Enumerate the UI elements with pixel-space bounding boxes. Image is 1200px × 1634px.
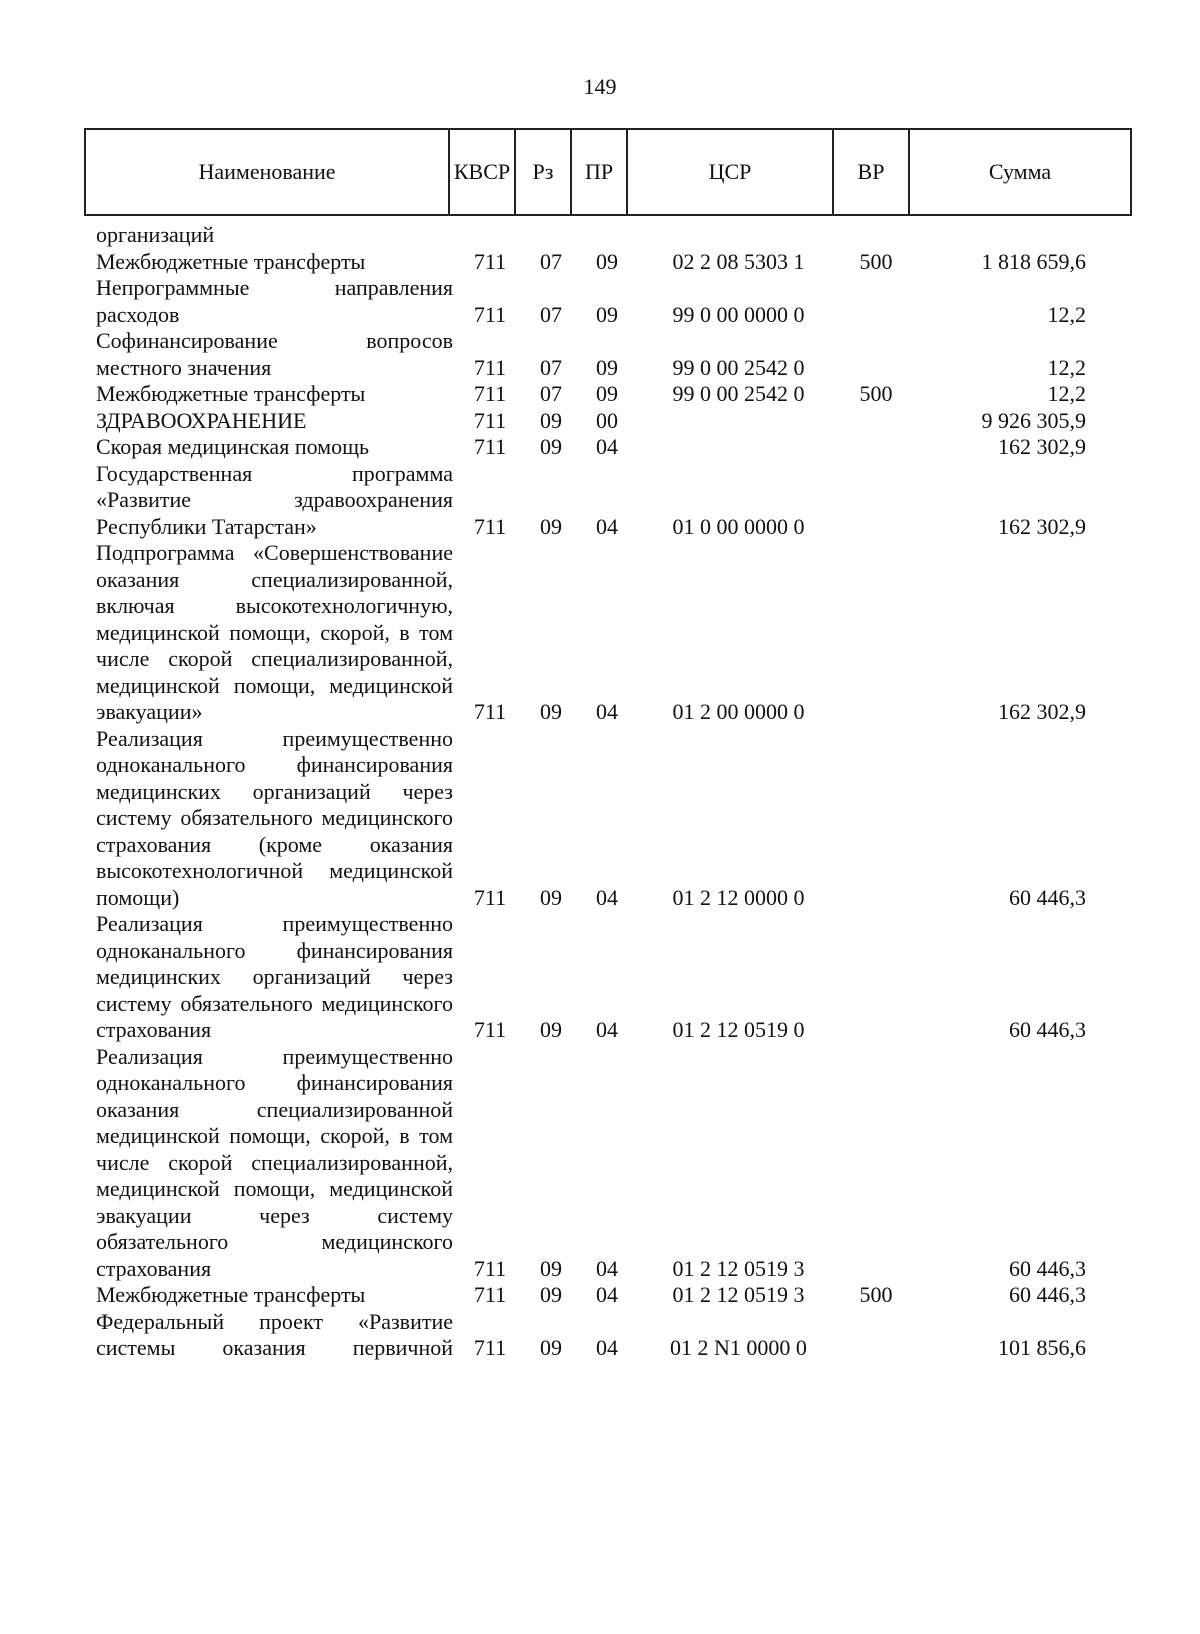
row-csr: 01 2 12 0519 0 (672, 1017, 805, 1042)
row-pr: 09 (596, 301, 618, 327)
row-rz: 09 (540, 513, 562, 539)
row-kvsr: 711 (473, 301, 507, 327)
row-pr: 09 (596, 248, 618, 274)
row-csr: 99 0 00 0000 0 (672, 301, 805, 327)
row-name: Скорая медицинская помощь (96, 434, 370, 459)
row-name: Софинансирование вопросов местного значения (96, 328, 453, 380)
page-number: 149 (583, 74, 617, 99)
row-rz: 09 (540, 1017, 562, 1042)
row-name: Непрограммные направления расходов (96, 275, 453, 327)
row-kvsr: 711 (473, 434, 507, 459)
row-name: организаций (96, 222, 215, 247)
row-pr: 04 (596, 1335, 618, 1360)
table-row (96, 434, 1130, 461)
row-rz: 07 (540, 248, 562, 274)
row-kvsr: 711 (473, 1255, 507, 1281)
row-pr: 00 (596, 407, 618, 433)
row-pr: 04 (596, 1017, 618, 1042)
row-csr: 99 0 00 2542 0 (672, 354, 805, 380)
row-kvsr: 711 (473, 248, 507, 274)
row-name: Межбюджетные трансферты (96, 1282, 366, 1307)
row-csr: 99 0 00 2542 0 (672, 381, 805, 406)
row-rz: 07 (540, 354, 562, 380)
row-pr: 04 (596, 434, 618, 459)
table-row (96, 540, 1130, 726)
table-row (96, 1309, 1130, 1362)
header-sum: Сумма (909, 129, 1131, 215)
row-name: Государственная программа «Развитие здравоохранения Республики Татарстан» (96, 460, 453, 539)
table-header (84, 128, 1132, 216)
row-rz: 07 (540, 301, 562, 327)
table-row (96, 275, 1130, 328)
row-sum: 162 302,9 (998, 513, 1086, 539)
row-rz: 09 (540, 884, 562, 910)
row-kvsr: 711 (473, 381, 507, 406)
row-csr: 01 2 12 0519 3 (672, 1282, 805, 1307)
row-kvsr: 711 (473, 354, 507, 380)
table-row (96, 461, 1130, 541)
row-rz: 07 (540, 381, 562, 406)
row-kvsr: 711 (473, 699, 507, 724)
row-rz: 09 (540, 1255, 562, 1281)
table-body (96, 222, 1130, 1362)
table-row (96, 408, 1130, 435)
row-rz: 09 (540, 434, 562, 459)
header-vr: ВР (833, 129, 909, 215)
row-csr: 01 2 00 0000 0 (672, 699, 805, 724)
table-row (96, 1044, 1130, 1283)
row-rz: 09 (540, 1335, 562, 1360)
row-sum: 12,2 (1047, 301, 1086, 327)
row-name: Подпрограмма «Совершенствование оказания специализированной, включая высокотехнологичную, медицинской помощи, скорой, в том числе скорой специализированной, медицинской помощи, медицинской эвакуации» (96, 540, 453, 724)
row-vr: 500 (859, 248, 893, 274)
row-sum: 1 818 659,6 (981, 248, 1086, 274)
table-row (96, 328, 1130, 381)
row-csr: 02 2 08 5303 1 (672, 248, 805, 274)
header-name: Наименование (85, 129, 449, 215)
row-pr: 04 (596, 513, 618, 539)
row-pr: 04 (596, 884, 618, 910)
row-pr: 09 (596, 354, 618, 380)
table-row (96, 911, 1130, 1044)
row-csr: 01 2 12 0519 3 (672, 1255, 805, 1281)
row-sum: 60 446,3 (1009, 1017, 1086, 1042)
row-sum: 162 302,9 (998, 434, 1086, 459)
row-vr: 500 (859, 381, 893, 406)
row-kvsr: 711 (473, 1282, 507, 1307)
row-pr: 09 (596, 381, 618, 406)
row-csr: 01 2 12 0000 0 (672, 884, 805, 910)
header-rz: Рз (515, 129, 571, 215)
table-row (96, 381, 1130, 408)
row-name: Реализация преимущественно одноканального финансирования оказания специализированной медицинской помощи, скорой, в том числе скорой специализированной, медицинской помощи, медицинской эвакуации через систему обязательного медицинского страхования (96, 1043, 453, 1281)
row-sum: 60 446,3 (1009, 1282, 1086, 1307)
row-sum: 9 926 305,9 (981, 407, 1086, 433)
header-csr: ЦСР (627, 129, 833, 215)
row-sum: 101 856,6 (998, 1335, 1086, 1360)
row-vr: 500 (859, 1282, 893, 1307)
row-name: Реализация преимущественно одноканального финансирования медицинских организаций через систему обязательного медицинского страхования (96, 911, 453, 1042)
header-pr: ПР (571, 129, 627, 215)
row-kvsr: 711 (473, 1017, 507, 1042)
row-name: ЗДРАВООХРАНЕНИЕ (96, 407, 307, 433)
row-sum: 12,2 (1047, 354, 1086, 380)
row-kvsr: 711 (473, 513, 507, 539)
row-kvsr: 711 (473, 407, 507, 433)
table-row (96, 1282, 1130, 1309)
table-row (96, 222, 1130, 249)
row-pr: 04 (596, 1255, 618, 1281)
row-sum: 12,2 (1047, 381, 1086, 406)
row-name: Федеральный проект «Развитие системы оказания первичной (96, 1308, 453, 1360)
row-name: Реализация преимущественно одноканального финансирования медицинских организаций через систему обязательного медицинского страхования (кроме оказания высокотехнологичной медицинской помощи) (96, 725, 453, 910)
row-sum: 60 446,3 (1009, 884, 1086, 910)
row-kvsr: 711 (473, 884, 507, 910)
row-pr: 04 (596, 699, 618, 724)
row-csr: 01 0 00 0000 0 (672, 513, 805, 539)
row-kvsr: 711 (473, 1335, 507, 1360)
row-rz: 09 (540, 1282, 562, 1307)
table-row (96, 249, 1130, 276)
header-kvsr: КВСР (449, 129, 515, 215)
row-name: Межбюджетные трансферты (96, 381, 366, 406)
row-sum: 162 302,9 (998, 699, 1086, 724)
row-csr: 01 2 N1 0000 0 (670, 1335, 807, 1360)
row-sum: 60 446,3 (1009, 1255, 1086, 1281)
row-pr: 04 (596, 1282, 618, 1307)
row-rz: 09 (540, 407, 562, 433)
row-name: Межбюджетные трансферты (96, 248, 366, 274)
table-row (96, 726, 1130, 912)
row-rz: 09 (540, 699, 562, 724)
